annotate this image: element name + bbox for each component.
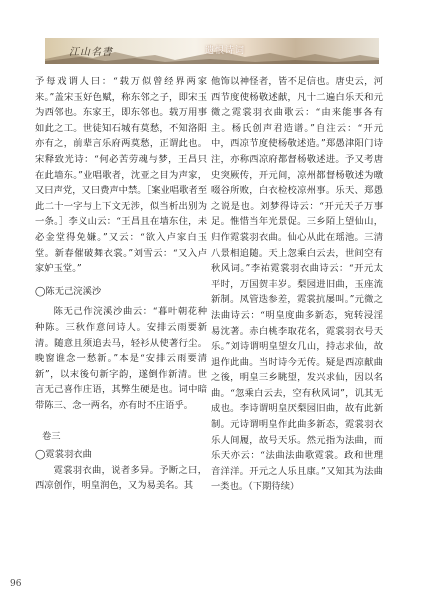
paragraph: 陈无己作浣溪沙曲云：“暮叶朝花种种陈。三秋作意问诗人。安排云雨要新清。随意且须追去马，轻衫从使著行尘。晚窗谁念一愁新。”本是“安排云雨要清新”，以末後句新字韵，遂倒作新清。世言无己喜作庄语，其弊生硬是也。词中暗带陈三、念一两名，亦有时不庄语乎。 xyxy=(35,306,207,411)
paragraph: 他饰以神怪者，皆不足信也。唐史云，河西节度使杨敬述献，凡十二遍白乐天和元微之霓裳羽衣曲歌云：“由来能事各有主。杨氏创声君造谱。”自注云：“开元中，西凉节度使杨敬述造。”郑愚津阳门诗注，亦称西凉府都督杨敬述进。予又考唐史突厥传，开元间，凉州都督杨敬述为暾啜谷所败，白衣检校凉州事。乐天、郑愚之说是也。刘梦得诗云：“开元天子万事足。惟惜当年光景促。三乡陌上望仙山，归作霓裳羽衣曲。仙心从此在瑶池。三清八景相追随。天上忽乘白云去，世间空有秋风词。”李祐霓裳羽衣曲诗云：“开元太平时，万国贺丰岁。梨园进旧曲，玉座流新制。凤管迭参差，霓裳抗屡叫。”元微之法曲诗云：“明皇度曲多新态，宛转浸淫易沈著。赤白桃李取花名，霓裳羽衣号天乐。”刘诗谓明皇望女几山，持志求仙，故退作此曲。当时诗今无传。疑是西凉献曲之後，明皇三乡眺望，发兴求仙，因以名曲。“忽乘白云去，空有秋风词”，讥其无成也。李诗谓明皇厌梨园旧曲，故有此新制。元诗谓明皇作此曲多新态，霓裳羽衣乐人间履，故号天乐。然元指为法曲，而乐天亦云：“法曲法曲歌霓裳。政和世理音洋洋。开元之人乐且康。”又知其为法曲一类也。（下期待续） xyxy=(211,76,383,493)
section-heading: ◯霓裳羽衣曲 xyxy=(35,449,92,461)
banner-title-left: 江山名書 xyxy=(69,47,113,58)
paragraph: 霓裳羽衣曲，说者多异。予断之曰，西凉创作，明皇润色，又为易美名。其 xyxy=(35,464,207,492)
left-column xyxy=(35,74,207,494)
banner-title-right: 遗恨诗词 xyxy=(205,46,246,56)
section-heading: ◯陈无己浣溪沙 xyxy=(35,285,102,297)
right-column xyxy=(211,74,383,495)
header-banner xyxy=(45,38,379,64)
paragraph: 予每戏谓人曰：“载万似曾经界两家来。”盖宋玉好色赋，称东邻之子，即宋玉为西邻也。东家王，即东邻也。载万用事如此之工。世徒知石城有莫愁，不知洛阳亦有之，前辈言乐府两莫愁，正谓此也。宋释致光诗：“何必苦劳魂与梦，王昌只在此墙东。”业唱歌者，沈亚之目为声家，又曰声党，又曰费声中禁。［案业唱歌者至此二十一字与上下文无涉，似当析出别为一条。］李义山云：“王昌且在墙东住，未必金堂得免嫌。”又云：“欲入卢家白玉堂。新春催破舞衣裳。”刘雪云：“又入卢家妒玉堂。” xyxy=(35,76,207,275)
volume-heading: 卷三 xyxy=(42,431,61,443)
page-number: 96 xyxy=(10,579,22,589)
